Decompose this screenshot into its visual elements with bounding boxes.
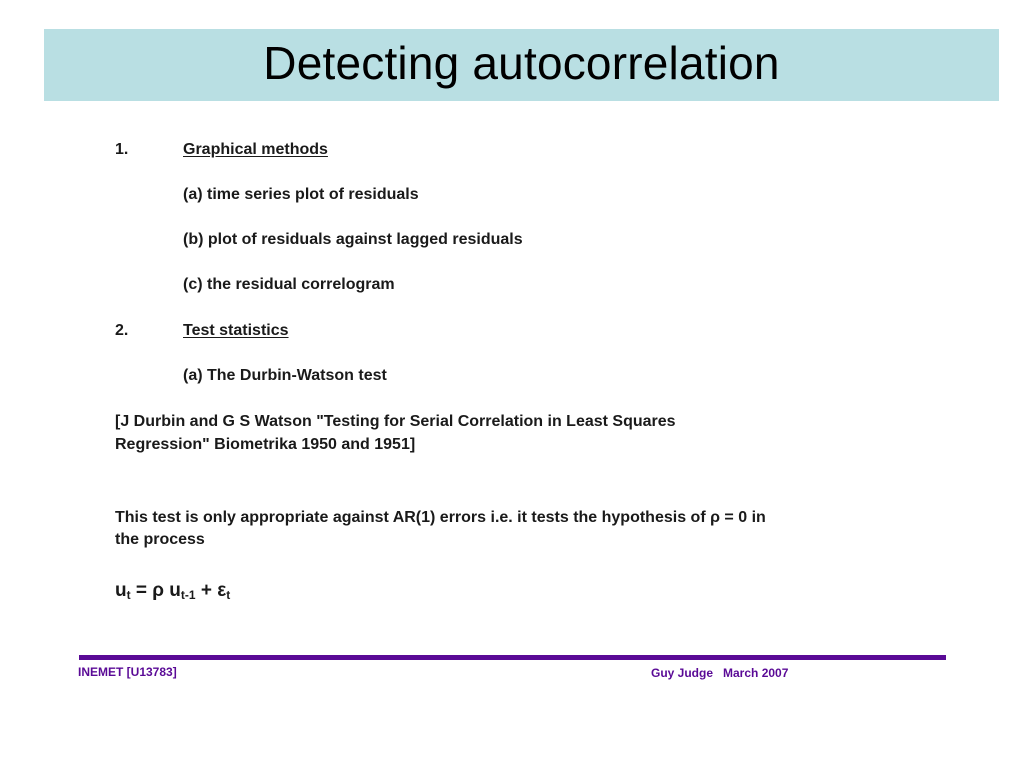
item1-heading: Graphical methods <box>183 141 328 158</box>
item2-number: 2. <box>115 322 129 339</box>
item2-sub-a: (a) The Durbin-Watson test <box>183 367 387 384</box>
note-line-1: This test is only appropriate against AR(1) errors i.e. it tests the hypothesis of ρ = 0 in <box>115 509 766 526</box>
eq-epsilon-subscript: t <box>226 588 231 602</box>
eq-u-lag-subscript: t-1 <box>180 588 196 602</box>
reference-line-2: Regression" Biometrika 1950 and 1951] <box>115 436 416 453</box>
item2-heading: Test statistics <box>183 322 289 339</box>
item1-sub-c: (c) the residual correlogram <box>183 276 395 293</box>
slide-title: Detecting autocorrelation <box>263 37 780 89</box>
eq-u: u <box>115 580 127 601</box>
footer-author-date: Guy Judge March 2007 <box>651 666 789 680</box>
eq-plus-epsilon: + ε <box>195 580 227 601</box>
eq-u-subscript: t <box>126 588 131 602</box>
eq-u-lag: u <box>169 580 181 601</box>
footer-rule <box>79 655 946 660</box>
reference-line-1: [J Durbin and G S Watson "Testing for Serial Correlation in Least Squares <box>115 413 676 430</box>
ar1-equation <box>115 580 230 606</box>
item1-number: 1. <box>115 141 129 158</box>
footer-course-code: INEMET [U13783] <box>78 665 177 679</box>
item1-sub-b: (b) plot of residuals against lagged residuals <box>183 231 523 248</box>
eq-equals-rho: = ρ <box>130 580 170 601</box>
note-line-2: the process <box>115 531 205 548</box>
item1-sub-a: (a) time series plot of residuals <box>183 186 419 203</box>
